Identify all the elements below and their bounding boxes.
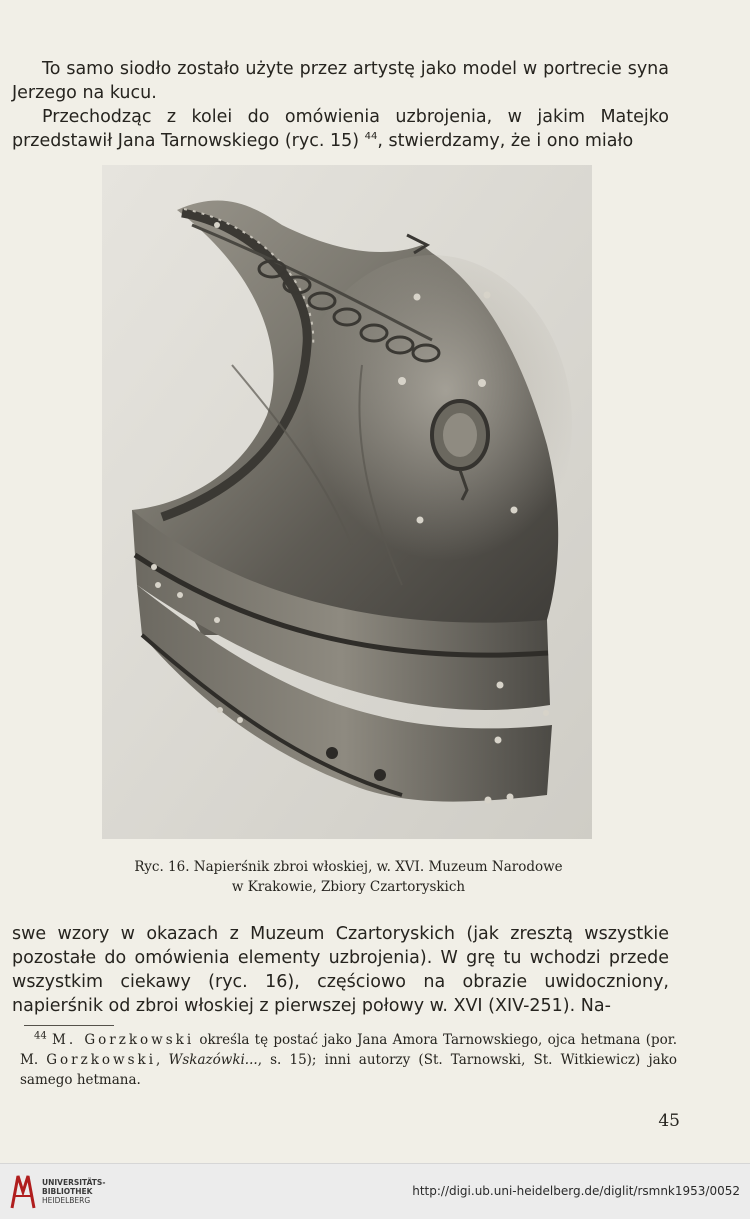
breastplate-image [102,165,592,839]
library-name-line-1: UNIVERSITÄTS- [42,1178,106,1187]
page-number: 45 [658,1111,680,1131]
paragraph-3: swe wzory w okazach z Muzeum Czartoryskich (jak zresztą wszystkie pozostałe do omówienia elementy uzbrojenia). W grę tu wchodzi przede wszystkim ciekawy (ryc. 16), częściowo na obrazie uwidoczniony, napierśnik od zbroi włoskiej z pierwszej połowy w. XVI (XIV-251). Na- [12,924,669,1016]
caption-line-1: Ryc. 16. Napierśnik zbroi włoskiej, w. XVI. Muzeum Narodowe [134,859,563,875]
paragraph-2 [12,105,669,153]
paragraph-2-text-b: , stwierdzamy, że i ono miało [377,131,634,151]
breastplate-photo [102,165,592,839]
figure-caption [100,857,597,897]
footnote-work-title: Wskazówki... [168,1052,258,1068]
footnote-text-3: , s. 15); inni autorzy (St. Tarnowski, St. Witkiewicz) jako samego hetmana. [20,1052,677,1088]
permalink-url[interactable]: http://digi.ub.uni-heidelberg.de/diglit/rsmnk1953/0052 [412,1184,740,1198]
footnote-ref-44[interactable]: 44 [364,131,378,143]
caption-line-2: w Krakowie, Zbiory Czartoryskich [231,879,466,895]
footnote-author-1: M. Gorzkowski [52,1032,195,1048]
footnote-number: 44 [34,1030,47,1042]
footnote-text-1: określa tę postać jako Jana Amora Tarnowskiego, ojca hetmana (por. M. [20,1032,678,1068]
footnote-author-2: Gorzkowski [46,1052,157,1068]
viewer-footer [0,1163,750,1219]
paragraph-1: To samo siodło zostało użyte przez artystę jako model w portrecie syna Jerzego na kucu. [12,59,669,103]
university-library-logo-icon[interactable] [10,1172,36,1210]
library-name[interactable] [42,1178,105,1205]
paragraph-2-text-a: Przechodząc z kolei do omówienia uzbrojenia, w jakim Matejko przedstawił Jana Tarnowskiego (ryc. 15) [12,107,669,151]
footnote-44 [20,1030,677,1090]
footnote-text-2: , [156,1052,169,1068]
library-name-line-3: HEIDELBERG [42,1196,91,1205]
footnote-divider [24,1025,114,1026]
library-name-line-2: BIBLIOTHEK [42,1187,93,1196]
